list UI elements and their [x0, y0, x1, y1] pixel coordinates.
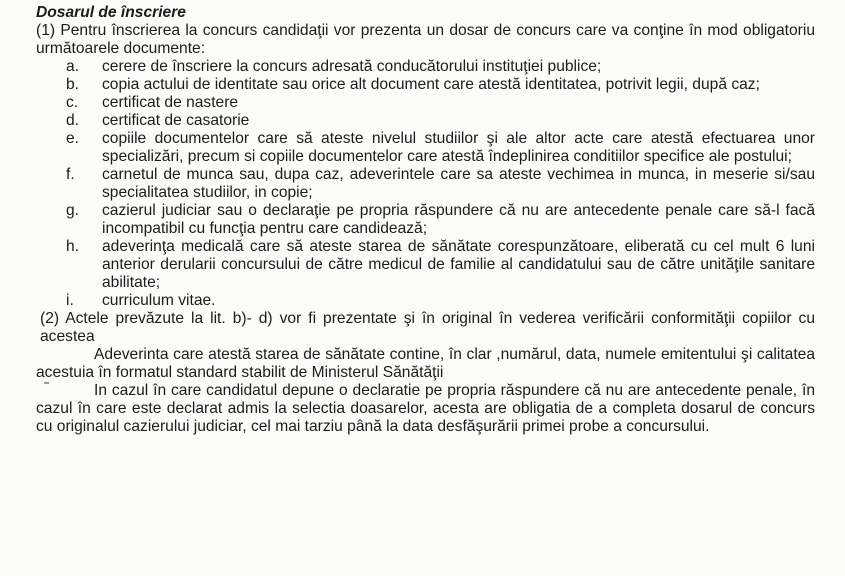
list-item-text: cazierul judiciar sau o declaraţie pe propria răspundere că nu are antecedente penale care să-l facă incompatibil cu funcţia pentru care candidează; — [102, 202, 815, 237]
list-marker: a. — [66, 58, 80, 75]
list-item-text: carnetul de munca sau, dupa caz, adeverintele care sa ateste vechimea in munca, in meserie si/sau specialitatea studiilor, in copie; — [102, 166, 815, 201]
list-item — [36, 112, 815, 130]
document-title: Dosarul de înscriere — [36, 4, 186, 21]
list-item — [36, 166, 815, 202]
list-marker: c. — [66, 94, 79, 111]
list-item-text: copiile documentelor care să ateste nivelul studiilor şi ale altor acte care atestă efectuarea unor specializări, precum si copiile documentelor care atestă îndeplinirea conditiilor specifice ale postului; — [102, 130, 815, 165]
list-item — [36, 292, 815, 310]
list-item-text: certificat de nastere — [102, 94, 239, 111]
list-item — [36, 202, 815, 238]
list-item — [36, 58, 815, 76]
list-item — [36, 94, 815, 112]
list-item-text: cerere de înscriere la concurs adresată conducătorului instituţiei publice; — [102, 58, 602, 75]
list-item-text: curriculum vitae. — [102, 292, 216, 309]
list-marker: g. — [66, 202, 80, 219]
list-marker: e. — [66, 130, 80, 147]
list-marker: d. — [66, 112, 80, 129]
list-item — [36, 76, 815, 94]
list-item-text: certificat de casatorie — [102, 112, 250, 129]
paragraph-originals: (2) Actele prevăzute la lit. b)- d) vor fi prezentate şi în original în vederea verificării conformităţii copiilor cu acestea — [40, 310, 815, 345]
list-marker: i. — [66, 292, 74, 309]
list-marker: f. — [66, 166, 75, 183]
required-documents-list — [36, 58, 815, 310]
intro-paragraph: (1) Pentru înscrierea la concurs candidaţii vor prezenta un dosar de concurs care va conţine în mod obligatoriu următoarele documente: — [36, 22, 815, 57]
paragraph-criminal-record: In cazul în care candidatul depune o declaratie pe propria răspundere că nu are antecedente penale, în cazul în care este declarat admis la selectia doasarelor, acesta are obligatia de a completa dosarul de concurs cu originalul cazierului judiciar, cel mai tarziu până la data desfăşurării primei probe a concursului. — [36, 382, 815, 435]
list-item-text: adeverinţa medicală care să ateste starea de sănătate corespunzătoare, eliberată cu cel mult 6 luni anterior derularii concursului de către medicul de familie al candidatului sau de către unităţile sanitare abilitate; — [102, 238, 815, 291]
list-marker: b. — [66, 76, 80, 93]
list-item-text: copia actului de identitate sau orice alt document care atestă identitatea, potrivit legii, după caz; — [102, 76, 760, 93]
scan-speck — [44, 382, 49, 384]
list-marker: h. — [66, 238, 80, 255]
paragraph-medical-certificate: Adeverinta care atestă starea de sănătate contine, în clar ,numărul, data, numele emitentului şi calitatea acestuia în formatul standard stabilit de Ministerul Sănătăţii — [36, 346, 815, 381]
list-item — [36, 238, 815, 292]
list-item — [36, 130, 815, 166]
